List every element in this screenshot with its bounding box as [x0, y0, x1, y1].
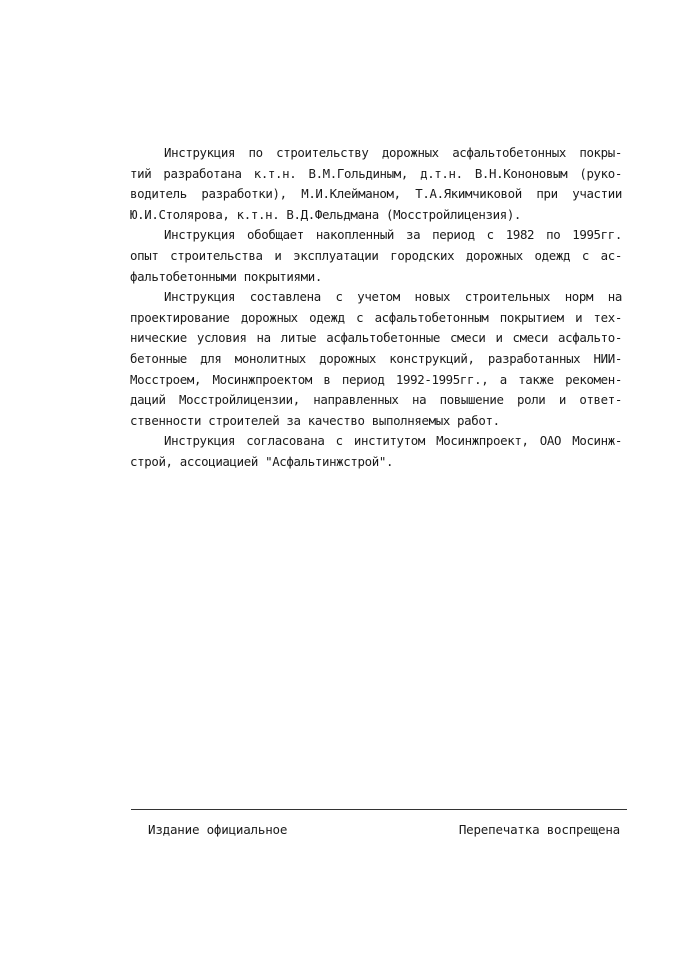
text-line: проектирование дорожных одежд с асфальтобетонным покрытием и тех-	[130, 309, 622, 325]
text-line: тий разработана к.т.н. В.М.Гольдиным, д.т.н. В.Н.Кононовым (руко-	[130, 165, 622, 181]
text-line: бетонные для монолитных дорожных конструкций, разработанных НИИ-	[130, 350, 622, 366]
paragraph-experience	[130, 225, 622, 287]
text-line: ственности строителей за качество выполняемых работ.	[130, 412, 500, 428]
text-line: даций Мосстройлицензии, направленных на повышение роли и ответ-	[130, 392, 622, 408]
text-line: водитель разработки), М.И.Клейманом, Т.А.Якимчиковой при участии	[130, 186, 622, 202]
text-line: Инструкция согласована с институтом Мосинжпроект, ОАО Мосинж-	[164, 433, 622, 449]
text-line: Инструкция по строительству дорожных асфальтобетонных покры-	[164, 145, 622, 160]
paragraph-approval	[130, 431, 622, 472]
text-line: фальтобетонными покрытиями.	[130, 268, 322, 284]
text-line: Инструкция составлена с учетом новых строительных норм на	[164, 289, 622, 305]
text-line: опыт строительства и эксплуатации городских дорожных одежд с ас-	[130, 247, 622, 263]
text-line: Ю.И.Столярова, к.т.н. В.Д.Фельдмана (Мосстройлицензия).	[130, 206, 522, 222]
text-line: нические условия на литые асфальтобетонные смеси и смеси асфальто-	[130, 330, 622, 346]
reprint-prohibited-label: Перепечатка воспрещена	[458, 822, 620, 837]
paragraph-norms	[130, 287, 622, 431]
text-line: Мосстроем, Мосинжпроектом в период 1992-1995гг., а также рекомен-	[130, 371, 622, 387]
paragraph-authors	[130, 143, 622, 225]
document-body	[130, 143, 622, 473]
footer-divider	[131, 809, 627, 810]
official-edition-label: Издание официальное	[148, 822, 288, 837]
text-line: Инструкция обобщает накопленный за период с 1982 по 1995гг.	[164, 227, 622, 243]
text-line: строй, ассоциацией "Асфальтинжстрой".	[130, 453, 394, 469]
